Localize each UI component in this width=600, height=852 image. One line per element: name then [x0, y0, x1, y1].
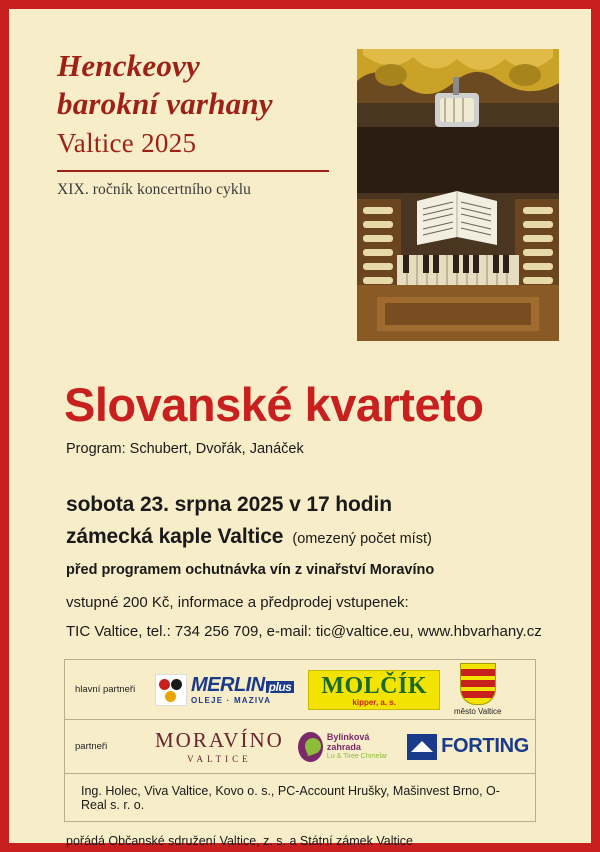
valtice-city-label: město Valtice: [454, 707, 502, 716]
event-place-row: [66, 525, 591, 549]
partners-row: [65, 720, 535, 774]
main-partners-row: [65, 660, 535, 720]
bylinkova-subtitle: Lu & Tiree Chmelar: [326, 752, 388, 760]
poster-page: [9, 9, 591, 848]
event-place: zámecká kaple Valtice: [66, 525, 284, 548]
main-partners-label: hlavní partneři: [75, 684, 136, 695]
organizer-line: pořádá Občanské sdružení Valtice, z. s. a Státní zámek Valtice: [66, 834, 413, 848]
main-partners-logos: [155, 663, 529, 716]
poster-subtitle: XIX. ročník koncertního cyklu: [57, 181, 252, 199]
merlin-tagline: OLEJE · MAZIVA: [191, 695, 272, 705]
event-place-note: (omezený počet míst): [292, 531, 432, 547]
program-line: Program: Schubert, Dvořák, Janáček: [66, 441, 304, 457]
ensemble-name: Slovanské kvarteto: [64, 378, 484, 431]
bylinkova-wordmark: Bylinková zahrada: [326, 732, 370, 753]
poster-main: [9, 309, 591, 640]
molcik-wordmark: MOLČÍK: [321, 672, 428, 699]
moravino-subtitle: VALTICE: [187, 753, 252, 764]
poster-title-line-2: barokní varhany: [57, 85, 273, 121]
logo-forting: [407, 734, 529, 760]
poster-title-line-1: Henckeovy: [57, 48, 200, 83]
contact-line: TIC Valtice, tel.: 734 256 709, e-mail: tic@valtice.eu, www.hbvarhany.cz: [66, 623, 542, 640]
logo-bylinkova-zahrada: [298, 732, 393, 762]
partners-text: Ing. Holec, Viva Valtice, Kovo o. s., PC-Account Hrušky, Mašinvest Brno, O-Real s. r. o.: [81, 784, 500, 812]
merlin-wordmark: MERLIN: [191, 673, 265, 696]
partners-logos: [155, 727, 529, 764]
logo-merlin-plus: [155, 674, 294, 706]
herb-leaf-icon: [298, 732, 323, 762]
poster-title-line-3: Valtice 2025: [57, 127, 197, 158]
valtice-crest-icon: [460, 663, 496, 705]
logo-moravino: [155, 727, 284, 764]
partners-label: partneři: [75, 741, 108, 752]
moravino-wordmark: MORAVÍNO: [155, 727, 284, 752]
poster-header: [9, 9, 591, 309]
sponsors-box: [64, 659, 536, 822]
partners-text-row: [65, 774, 535, 821]
logo-molcik: [308, 670, 440, 710]
event-datetime: sobota 23. srpna 2025 v 17 hodin: [66, 493, 392, 516]
organ-photo: [357, 49, 559, 341]
title-divider: [57, 170, 329, 172]
wine-tasting-note: před programem ochutnávka vín z vinařství Moravíno: [66, 562, 435, 578]
forting-wordmark: FORTING: [441, 735, 529, 757]
molcik-tagline: kipper, a. s.: [352, 697, 396, 707]
merlin-plus-badge: plus: [266, 681, 295, 693]
organ-photo-illustration: [357, 49, 559, 341]
title-block: [57, 47, 357, 199]
entry-fee-line: vstupné 200 Kč, informace a předprodej vstupenek:: [66, 594, 409, 611]
merlin-dots-icon: [155, 674, 187, 706]
logo-mesto-valtice: [454, 663, 501, 716]
forting-roof-icon: [407, 734, 437, 760]
